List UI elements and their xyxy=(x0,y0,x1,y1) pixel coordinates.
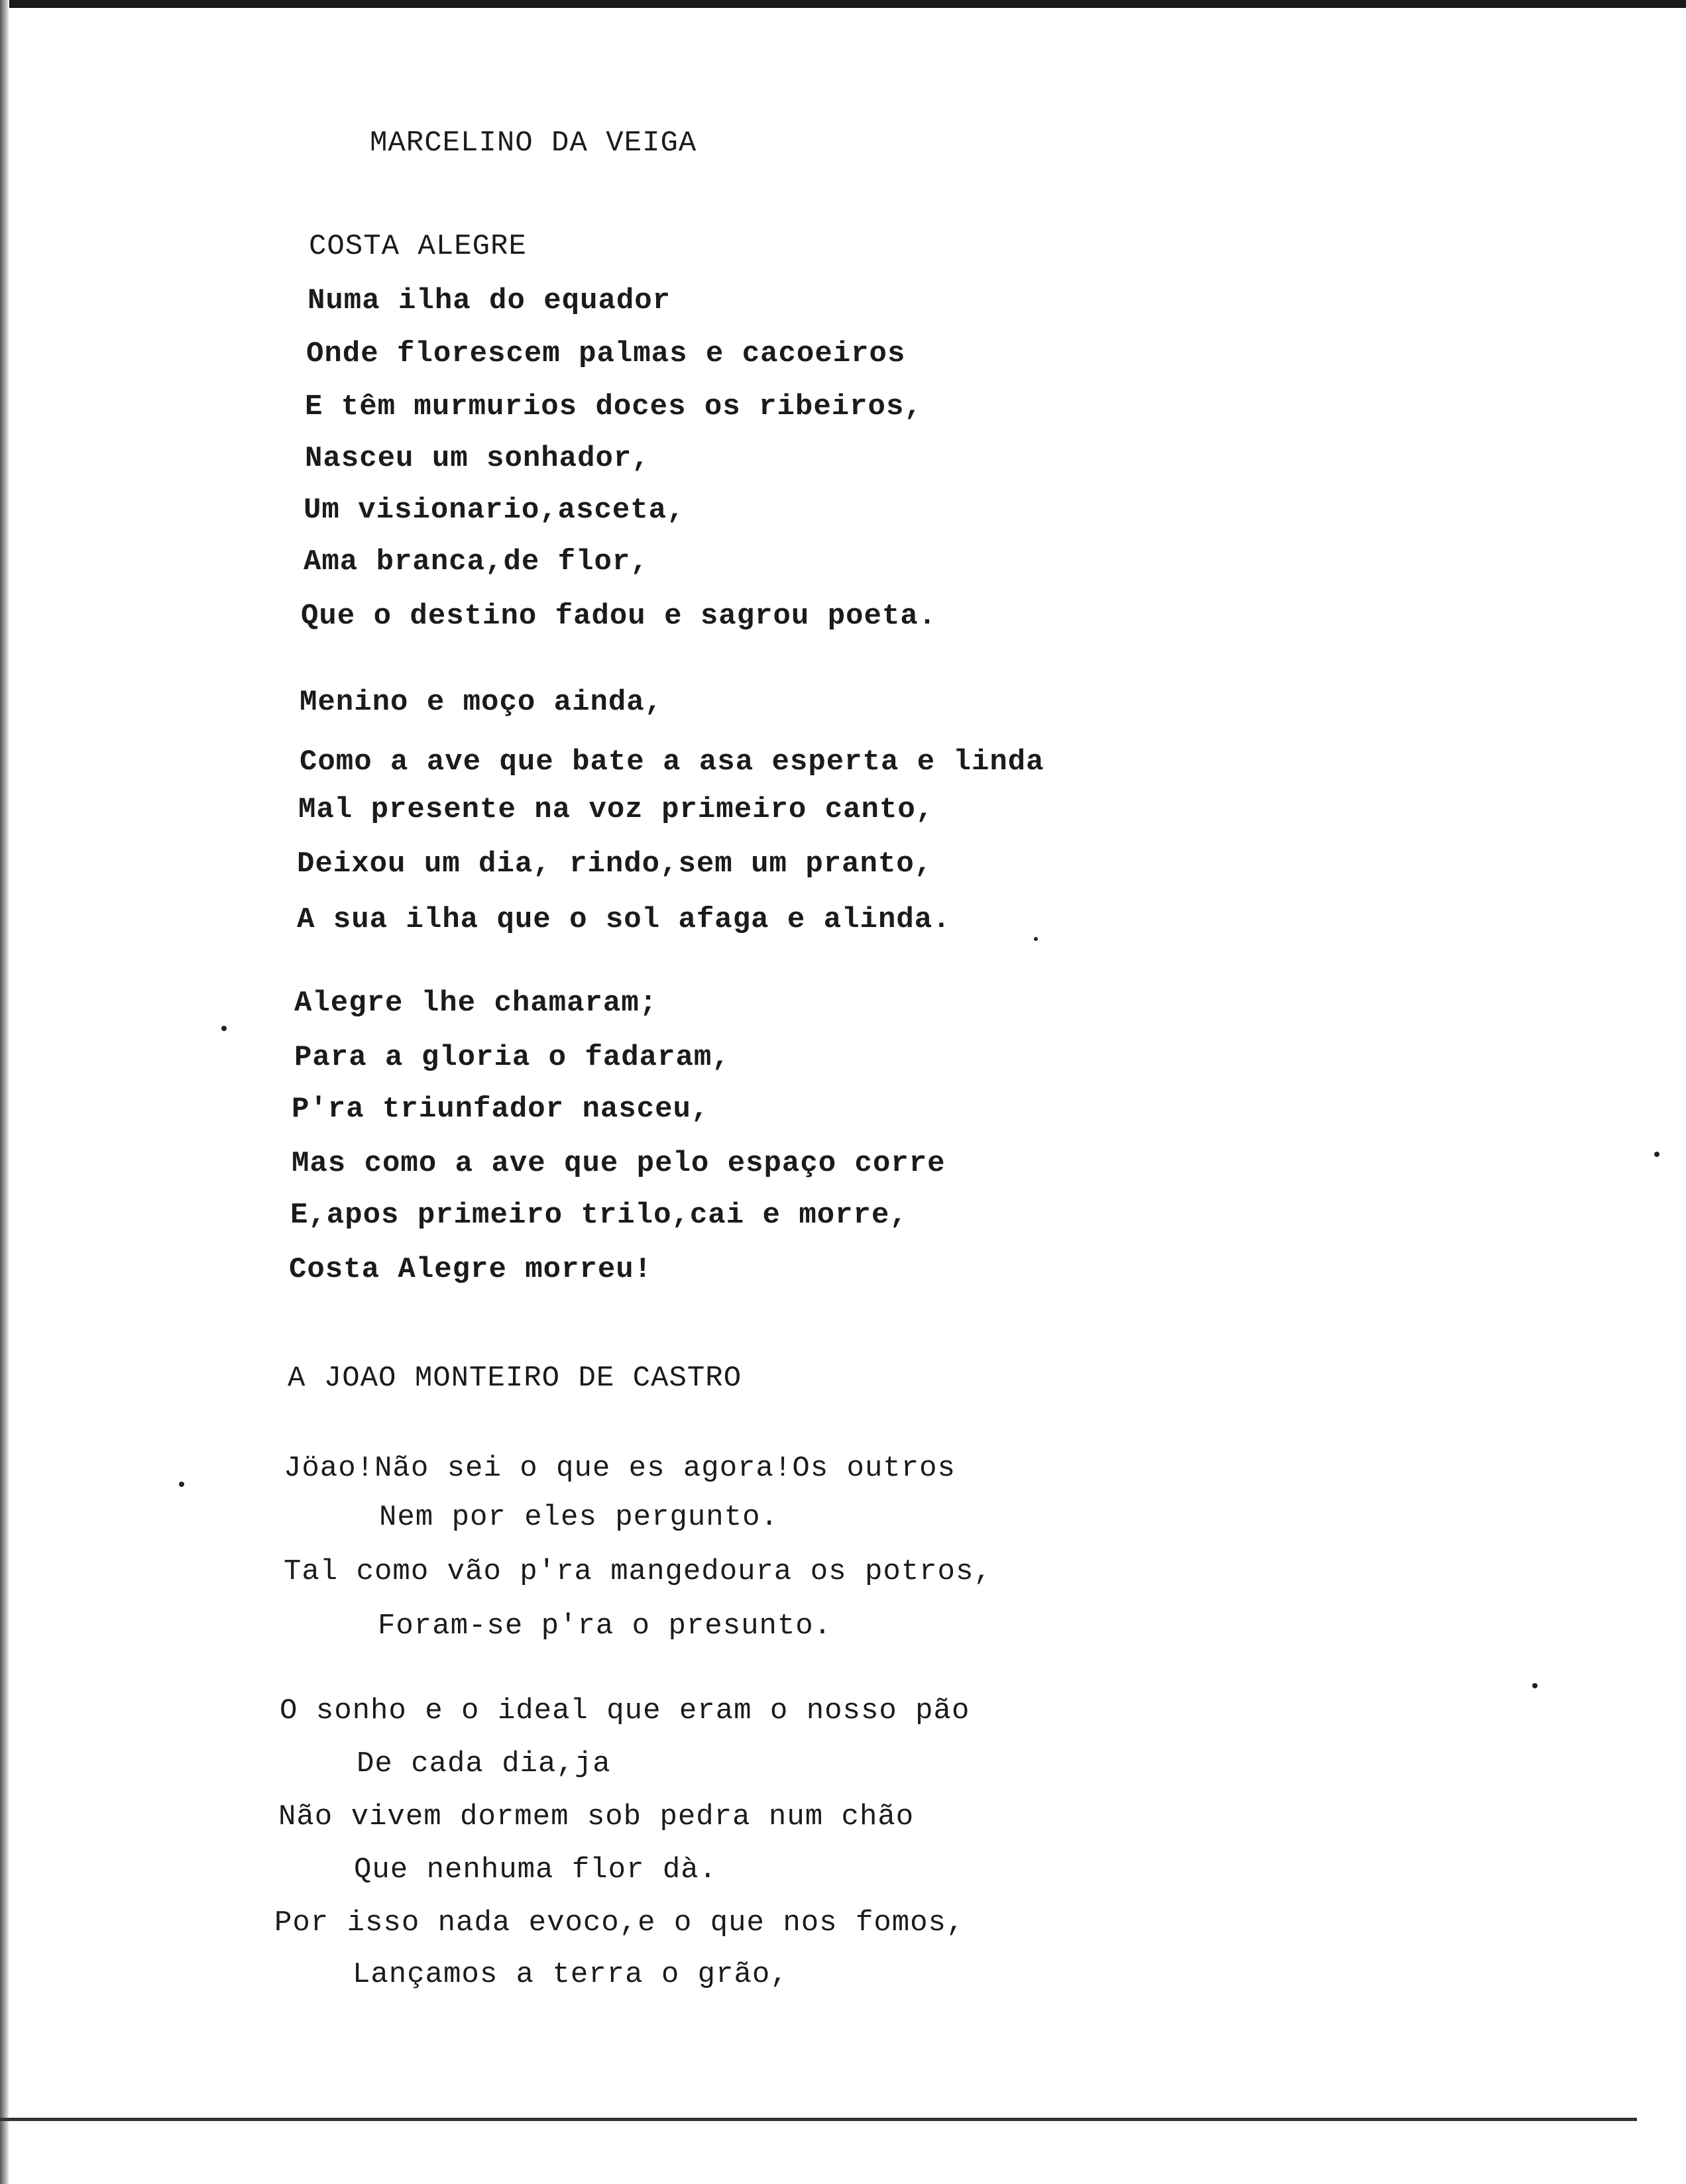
poem-line: Menino e moço ainda, xyxy=(300,686,663,719)
poem-line: Lançamos a terra o grão, xyxy=(353,1958,789,1991)
poem-line: E,apos primeiro trilo,cai e morre, xyxy=(290,1199,908,1232)
poem1-title: COSTA ALEGRE xyxy=(309,230,527,263)
poem-line: Como a ave que bate a asa esperta e linda xyxy=(300,745,1044,779)
poem-line: Costa Alegre morreu! xyxy=(289,1253,653,1286)
poem-line: Nem por eles pergunto. xyxy=(379,1501,779,1534)
ink-speck xyxy=(179,1482,184,1487)
scan-edge-bottom xyxy=(0,2118,1637,2121)
poem-line: Numa ilha do equador xyxy=(308,284,671,317)
poem-line: De cada dia,ja xyxy=(357,1747,611,1780)
ink-speck xyxy=(1532,1683,1538,1688)
ink-speck xyxy=(221,1026,227,1031)
ink-speck xyxy=(1654,1152,1659,1157)
poem-line: Deixou um dia, rindo,sem um pranto, xyxy=(297,847,933,881)
poem-line: E têm murmurios doces os ribeiros, xyxy=(305,390,923,423)
poem-line: Um visionario,asceta, xyxy=(304,494,685,527)
poem-line: Alegre lhe chamaram; xyxy=(294,987,658,1020)
poem-line: Onde florescem palmas e cacoeiros xyxy=(306,337,906,370)
poem-line: Foram-se p'ra o presunto. xyxy=(378,1610,832,1643)
poem-line: O sonho e o ideal que eram o nosso pão xyxy=(280,1694,970,1727)
poem-line: Que o destino fadou e sagrou poeta. xyxy=(301,600,937,633)
author-heading: MARCELINO DA VEIGA xyxy=(370,127,697,160)
poem-line: Para a gloria o fadaram, xyxy=(294,1041,730,1074)
poem-line: Mas como a ave que pelo espaço corre xyxy=(292,1147,946,1180)
scan-edge-left xyxy=(0,0,9,2184)
poem-line: P'ra triunfador nasceu, xyxy=(292,1093,710,1126)
poem-line: Tal como vão p'ra mangedoura os potros, xyxy=(284,1555,992,1588)
poem-line: Que nenhuma flor dà. xyxy=(354,1853,718,1886)
poem-line: Jöao!Não sei o que es agora!Os outros xyxy=(284,1452,956,1485)
poem-line: Mal presente na voz primeiro canto, xyxy=(298,793,934,826)
poem-line: Ama branca,de flor, xyxy=(304,545,649,578)
poem-line: Por isso nada evoco,e o que nos fomos, xyxy=(274,1906,965,1939)
ink-speck xyxy=(1034,937,1038,941)
poem-line: A sua ilha que o sol afaga e alinda. xyxy=(297,903,951,936)
poem2-title: A JOAO MONTEIRO DE CASTRO xyxy=(288,1362,742,1395)
poem-line: Nasceu um sonhador, xyxy=(305,442,650,475)
poem-line: Não vivem dormem sob pedra num chão xyxy=(278,1800,915,1833)
scan-edge-top xyxy=(0,0,1686,8)
